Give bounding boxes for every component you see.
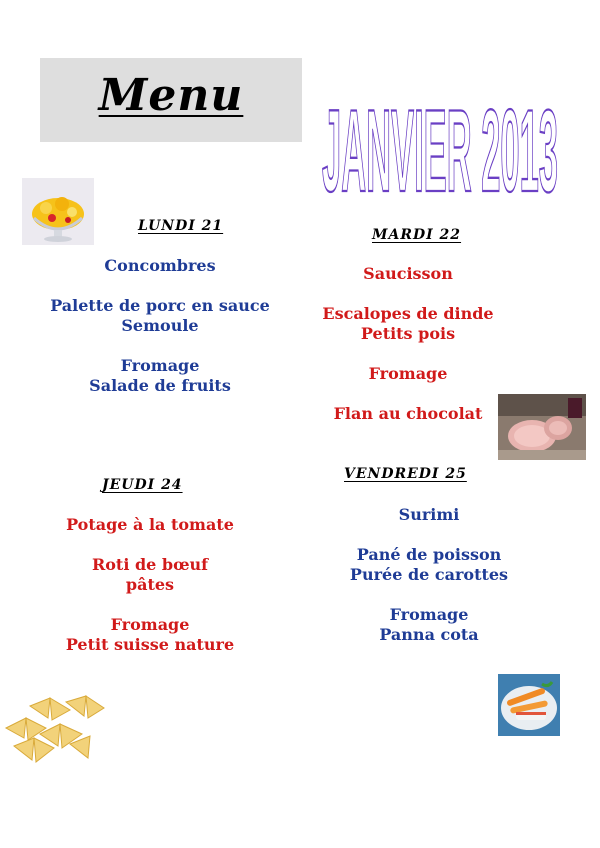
menu-item: Fromage bbox=[120, 356, 200, 375]
sausage-photo bbox=[498, 394, 586, 460]
menu-item: Saucisson bbox=[363, 264, 453, 283]
menu-item: Salade de fruits bbox=[89, 376, 231, 395]
month-title bbox=[322, 82, 562, 218]
menu-item: Fromage bbox=[389, 605, 469, 624]
menu-vendredi bbox=[324, 505, 534, 645]
menu-item: Semoule bbox=[121, 316, 199, 335]
menu-item: Surimi bbox=[398, 505, 460, 524]
menu-item: Potage à la tomate bbox=[66, 515, 234, 534]
day-heading-vendredi: VENDREDI 25 bbox=[344, 466, 467, 482]
day-heading-lundi: LUNDI 21 bbox=[138, 218, 224, 234]
menu-item: Fromage bbox=[368, 364, 448, 383]
menu-item: Roti de bœuf bbox=[91, 555, 209, 574]
menu-item: Petits pois bbox=[360, 324, 456, 343]
menu-item: Fromage bbox=[110, 615, 190, 634]
menu-item: Panna cota bbox=[379, 625, 479, 644]
fruit-salad-photo bbox=[22, 178, 94, 245]
menu-item: Escalopes de dinde bbox=[322, 304, 494, 323]
menu-item: pâtes bbox=[125, 575, 175, 594]
pasta-photo bbox=[0, 688, 112, 768]
menu-item: Pané de poisson bbox=[356, 545, 502, 564]
day-heading-mardi: MARDI 22 bbox=[372, 227, 462, 243]
month-text: JANVIER 2013 bbox=[322, 87, 558, 218]
menu-item: Palette de porc en sauce bbox=[50, 296, 270, 315]
menu-mardi bbox=[308, 264, 508, 424]
menu-item: Concombres bbox=[104, 256, 216, 275]
menu-lundi bbox=[30, 256, 290, 396]
menu-item: Flan au chocolat bbox=[333, 404, 483, 423]
page-title: Menu bbox=[98, 70, 244, 121]
menu-jeudi bbox=[40, 515, 260, 655]
menu-item: Petit suisse nature bbox=[65, 635, 235, 654]
title-box bbox=[40, 58, 302, 142]
menu-item: Purée de carottes bbox=[349, 565, 509, 584]
surimi-carrots-photo bbox=[498, 674, 560, 736]
day-heading-jeudi: JEUDI 24 bbox=[102, 477, 183, 493]
